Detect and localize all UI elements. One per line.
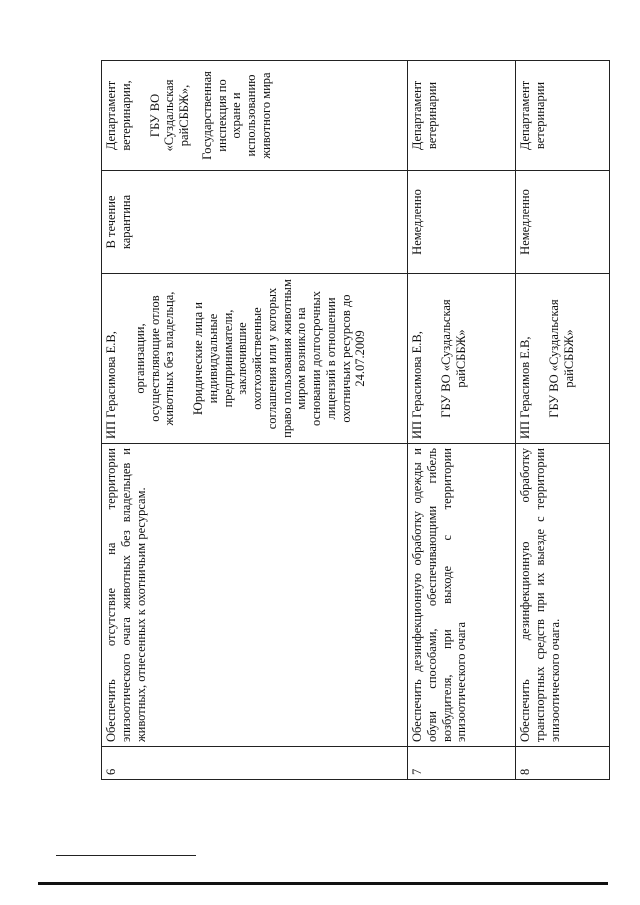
responsible-part-1: ИП Герасимова Е.В, bbox=[410, 331, 424, 439]
responsible-part-2: организации, осуществляющие отлов животных без владельца, bbox=[132, 291, 177, 426]
executor-part-2: ГБУ ВО «Суздальская райСББЖ», bbox=[147, 79, 191, 152]
responsible-cell bbox=[516, 274, 610, 444]
executor-part-1: Департамент ветеринарии, bbox=[104, 80, 133, 151]
table-row bbox=[408, 61, 516, 780]
responsible-part-2: ГБУ ВО «Суздальская райСББЖ» bbox=[546, 299, 576, 418]
measures-table bbox=[101, 60, 610, 780]
executor-cell bbox=[408, 61, 516, 171]
row-number-cell bbox=[102, 747, 408, 780]
responsible-cell bbox=[102, 274, 408, 444]
measure-cell bbox=[408, 444, 516, 747]
term-cell bbox=[102, 171, 408, 274]
term-cell bbox=[408, 171, 516, 274]
measures-table-wrapper bbox=[101, 61, 609, 780]
measure-cell bbox=[516, 444, 610, 747]
term-text: Немедленно bbox=[518, 189, 532, 255]
executor-part-1: Департамент ветеринарии bbox=[518, 80, 547, 151]
page-bottom-rule bbox=[38, 882, 608, 885]
responsible-cell bbox=[408, 274, 516, 444]
executor-part-1: Департамент ветеринарии bbox=[410, 80, 439, 151]
table-row bbox=[516, 61, 610, 780]
measure-text: Обеспечить дезинфекционную обработку транспортных средств при их выезде с территории эпизоотического очага. bbox=[518, 448, 562, 742]
executor-cell bbox=[516, 61, 610, 171]
responsible-part-1: ИП Герасимов Е.В, bbox=[518, 336, 532, 439]
executor-part-3: Государственная инспекция по охране и использованию животного мира bbox=[199, 71, 273, 160]
responsible-part-1: ИП Герасимова Е.В, bbox=[104, 331, 118, 439]
term-text: Немедленно bbox=[410, 189, 424, 255]
term-cell bbox=[516, 171, 610, 274]
row-number-cell bbox=[408, 747, 516, 780]
responsible-part-3: Юридические лица и индивидуальные предприниматели, заключившие охотхозяйственные соглашения или у которых право пользования животным миром возникло на основании долгосрочных лицензий в отношении охотничьих ресурсов до 24.07.2009 bbox=[191, 279, 368, 438]
measure-text: Обеспечить дезинфекционную обработку одежды и обуви способами, обеспечивающими гибель возбудителя, при выходе с территории эпизоотического очага bbox=[410, 448, 469, 742]
row-number-cell bbox=[516, 747, 610, 780]
row-number: 6 bbox=[104, 768, 118, 775]
table-row bbox=[102, 61, 408, 780]
measure-cell bbox=[102, 444, 408, 747]
executor-cell bbox=[102, 61, 408, 171]
rotated-table-container bbox=[101, 61, 609, 780]
term-text: В течение карантина bbox=[104, 194, 133, 250]
responsible-part-2: ГБУ ВО «Суздальская райСББЖ» bbox=[438, 299, 468, 418]
measure-text: Обеспечить отсутствие на территории эпизоотического очага животных без владельцев и животных, отнесенных к охотничьим ресурсам. bbox=[104, 448, 148, 742]
row-number: 7 bbox=[410, 768, 424, 775]
footnote-divider bbox=[56, 855, 196, 856]
row-number: 8 bbox=[518, 768, 532, 775]
